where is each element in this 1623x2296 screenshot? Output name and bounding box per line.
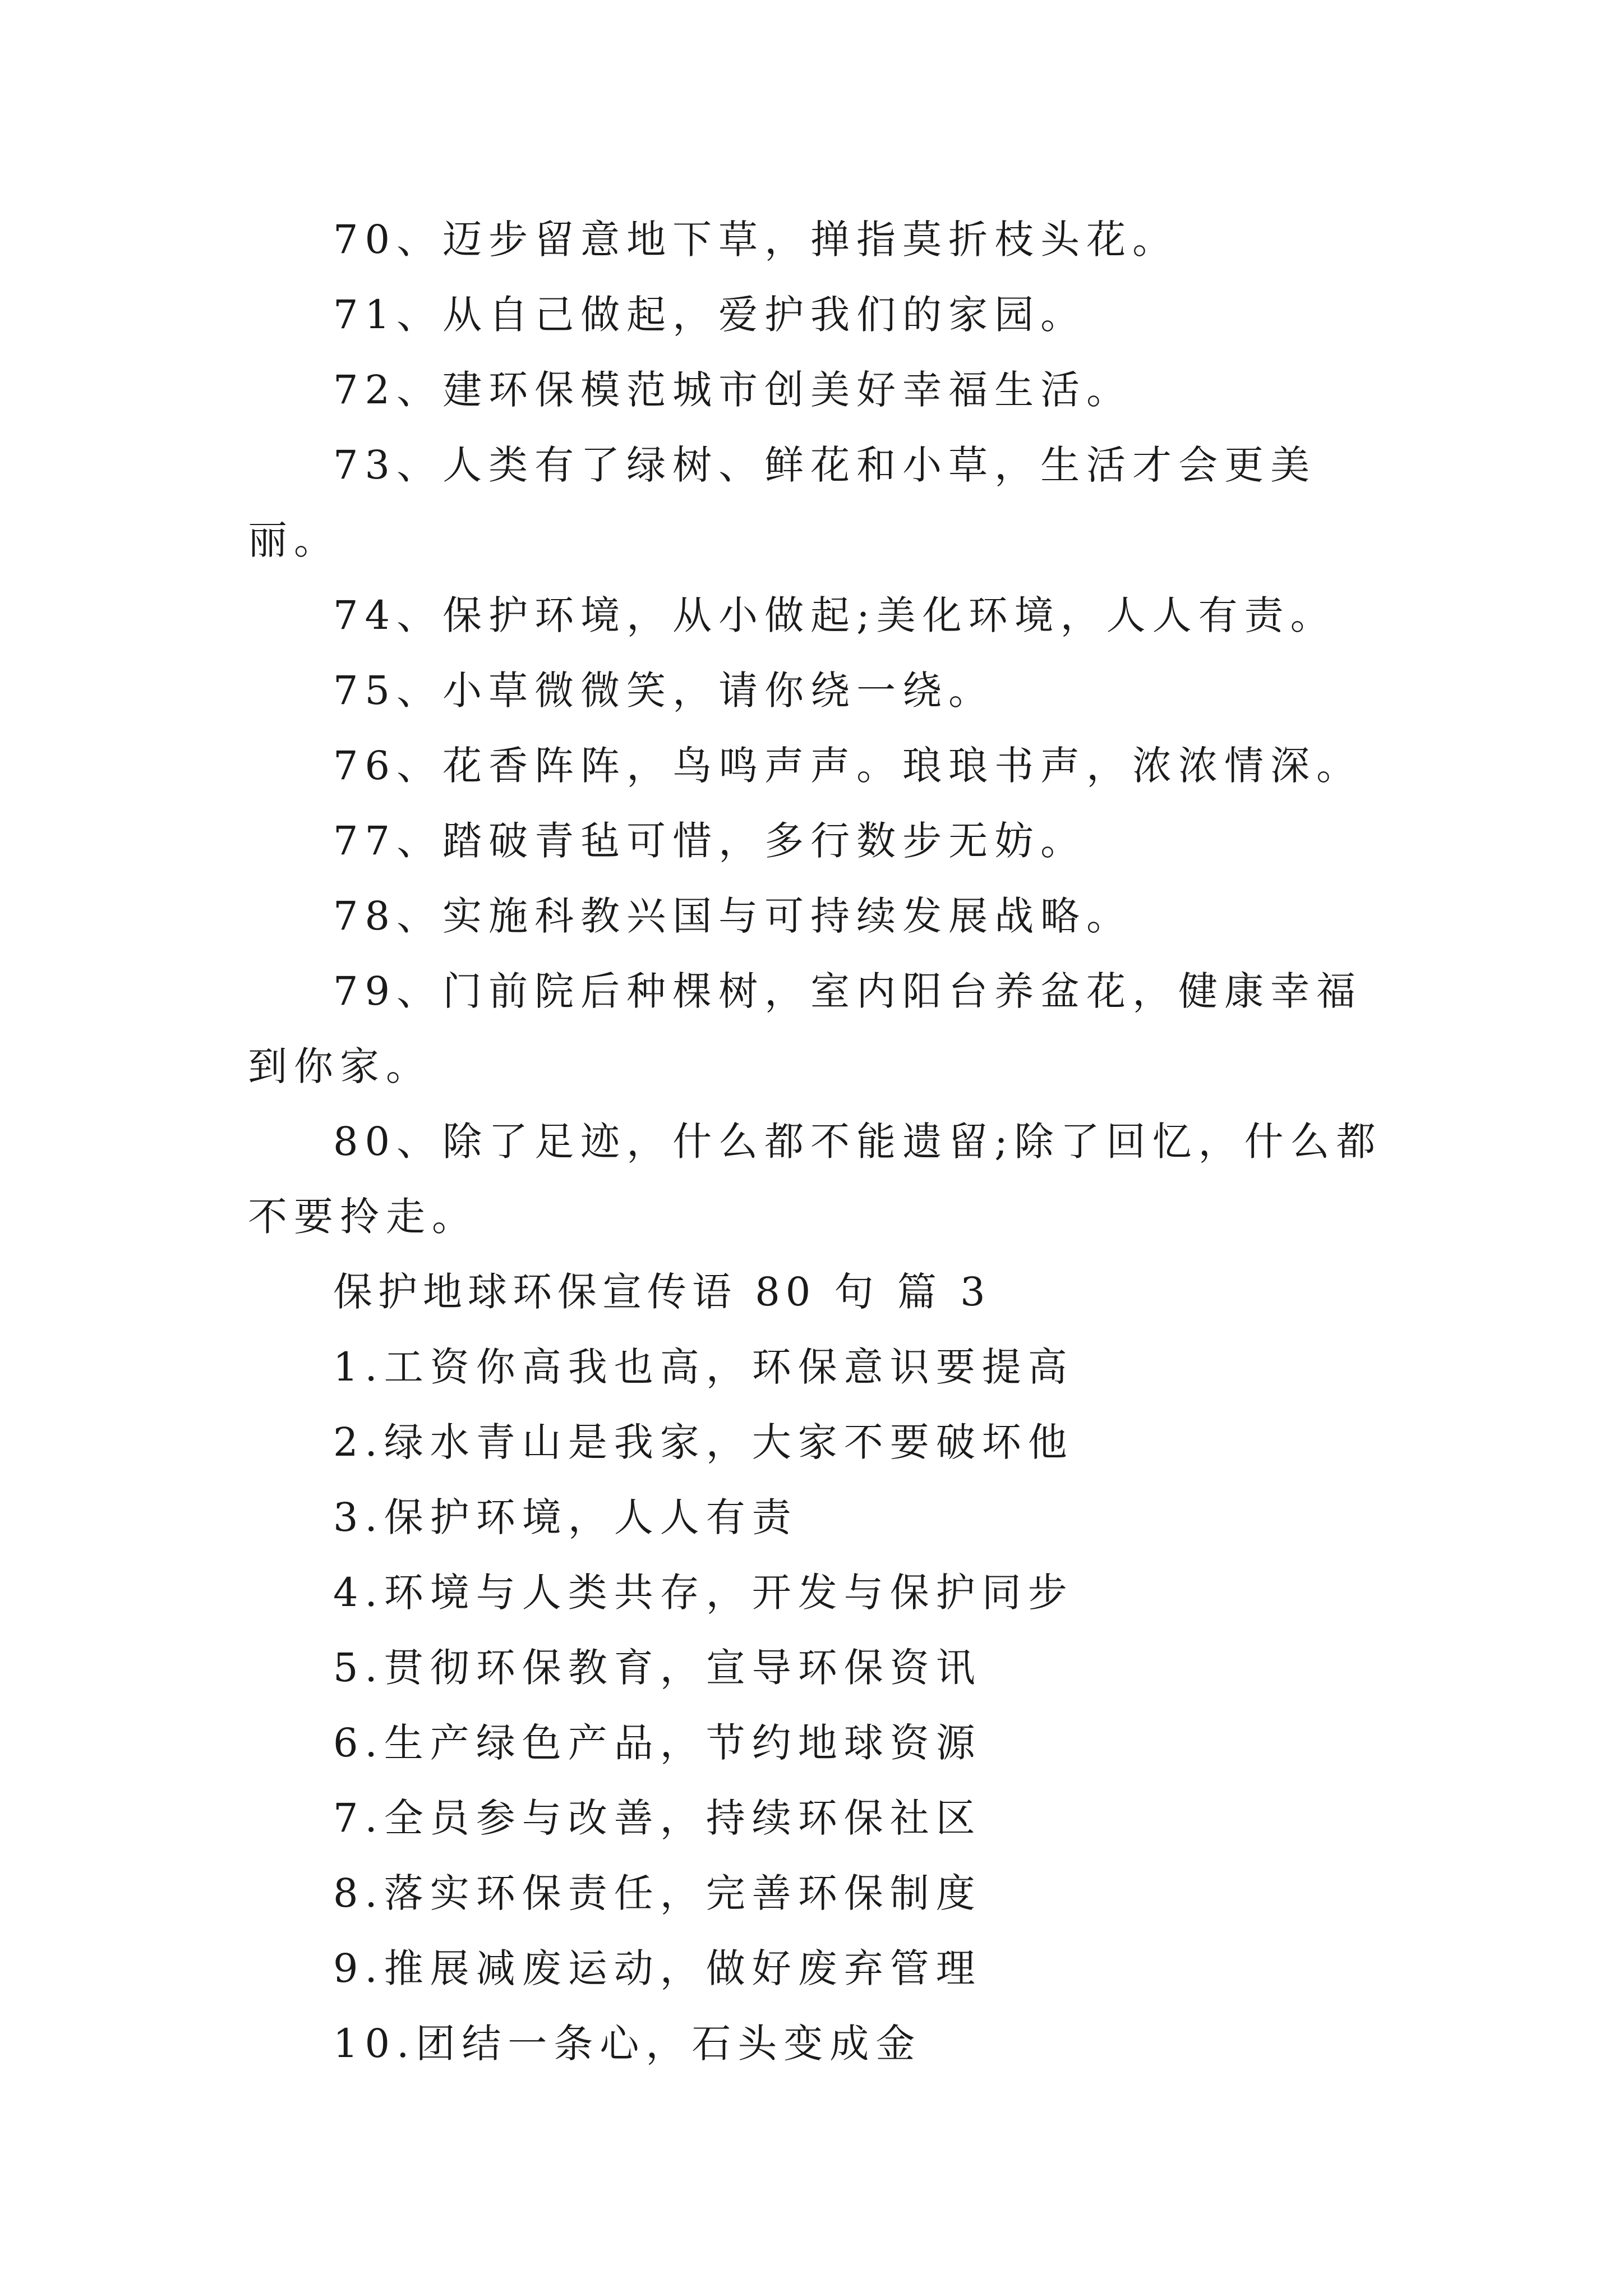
list-item-6: 6.生产绿色产品，节约地球资源 bbox=[333, 1720, 982, 1766]
list-item-8: 8.落实环保责任，完善环保制度 bbox=[333, 1870, 982, 1916]
slogan-80: 80、除了足迹，什么都不能遗留;除了回忆，什么都不要拎走。 bbox=[248, 1119, 1382, 1240]
slogan-71: 71、从自己做起，爱护我们的家园。 bbox=[333, 292, 1087, 338]
list-item-9: 9.推展减废运动，做好废弃管理 bbox=[333, 1945, 982, 1991]
slogan-76: 76、花香阵阵，鸟鸣声声。琅琅书声，浓浓情深。 bbox=[333, 743, 1363, 789]
list-item-7: 7.全员参与改善，持续环保社区 bbox=[333, 1795, 982, 1841]
section-heading: 保护地球环保宣传语 80 句 篇 3 bbox=[333, 1269, 991, 1315]
slogan-77: 77、踏破青毡可惜，多行数步无妨。 bbox=[333, 818, 1087, 864]
list-item-10: 10.团结一条心，石头变成金 bbox=[333, 2021, 922, 2067]
slogan-79: 79、门前院后种棵树，室内阳台养盆花，健康幸福到你家。 bbox=[248, 968, 1363, 1089]
slogan-78: 78、实施科教兴国与可持续发展战略。 bbox=[333, 893, 1133, 939]
document-body bbox=[248, 202, 1386, 2081]
list-item-3: 3.保护环境，人人有责 bbox=[333, 1494, 798, 1540]
list-item-1: 1.工资你高我也高，环保意识要提高 bbox=[333, 1344, 1074, 1390]
list-item-4: 4.环境与人类共存，开发与保护同步 bbox=[333, 1570, 1074, 1616]
slogan-70: 70、迈步留意地下草，掸指莫折枝头花。 bbox=[333, 217, 1179, 263]
slogan-75: 75、小草微微笑，请你绕一绕。 bbox=[333, 668, 995, 714]
list-item-5: 5.贯彻环保教育，宣导环保资讯 bbox=[333, 1645, 982, 1691]
slogan-72: 72、建环保模范城市创美好幸福生活。 bbox=[333, 367, 1133, 413]
list-item-2: 2.绿水青山是我家，大家不要破坏他 bbox=[333, 1419, 1074, 1465]
slogan-74: 74、保护环境，从小做起;美化环境，人人有责。 bbox=[333, 592, 1336, 638]
slogan-73: 73、人类有了绿树、鲜花和小草，生活才会更美丽。 bbox=[248, 442, 1317, 563]
